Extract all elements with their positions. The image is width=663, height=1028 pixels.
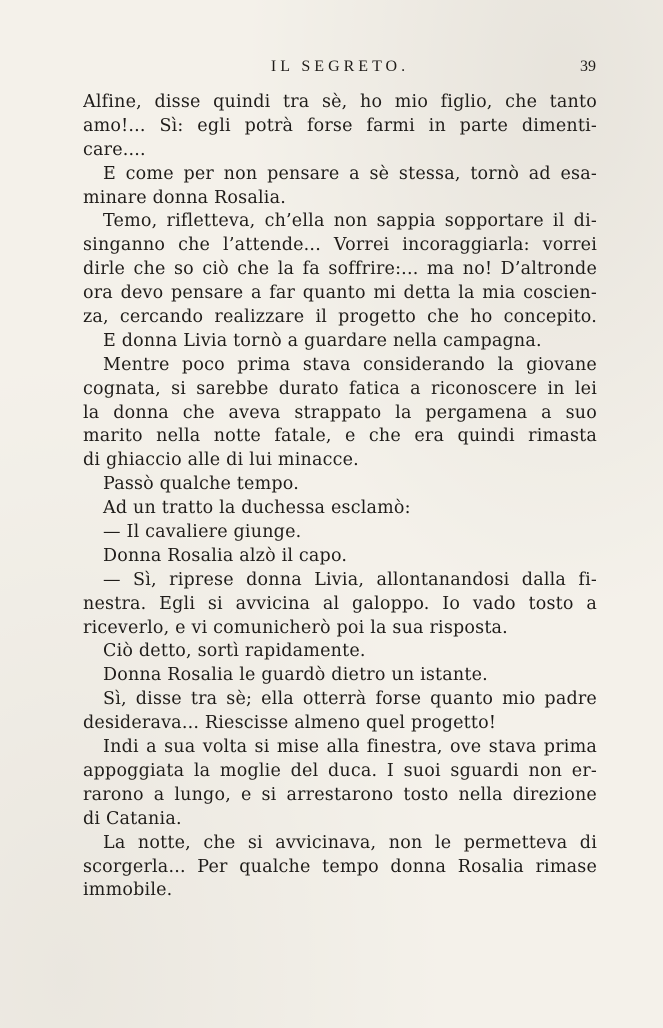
- text-line: nestra. Egli si avvicina al galoppo. Io vado tosto a: [83, 593, 597, 614]
- text-line: di ghiaccio alle di lui minacce.: [83, 450, 359, 471]
- text-line: E donna Livia tornò a guardare nella campagna.: [103, 330, 542, 351]
- page-number: 39: [580, 58, 596, 75]
- text-line: care....: [83, 139, 146, 160]
- text-line: minare donna Rosalia.: [83, 187, 286, 208]
- text-line: appoggiata la moglie del duca. I suoi sguardi non er-: [83, 760, 597, 781]
- running-title: IL SEGRETO.: [270, 58, 410, 75]
- text-line: desiderava... Riescisse almeno quel progetto!: [83, 713, 497, 734]
- text-line: za, cercando realizzare il progetto che ho concepito.: [83, 307, 597, 328]
- text-line: di Catania.: [83, 808, 182, 829]
- running-head: [84, 58, 596, 84]
- text-line: dirle che so ciò che la fa soffrire:... ma no! D’altronde: [83, 259, 597, 280]
- text-line: — Sì, riprese donna Livia, allontanandosi dalla fi-: [103, 569, 597, 590]
- text-line: cognata, si sarebbe durato fatica a riconoscere in lei: [83, 378, 597, 399]
- text-line: Alfine, disse quindi tra sè, ho mio figlio, che tanto: [83, 92, 597, 112]
- text-line: E come per non pensare a sè stessa, tornò ad esa-: [103, 163, 597, 184]
- text-line: Donna Rosalia alzò il capo.: [103, 545, 348, 566]
- text-line: scorgerla... Per qualche tempo donna Rosalia rimase: [83, 856, 597, 877]
- text-line: immobile.: [83, 880, 173, 901]
- body-text: [83, 91, 597, 903]
- text-line: Donna Rosalia le guardò dietro un istante.: [103, 665, 488, 686]
- text-line: Ciò detto, sortì rapidamente.: [103, 641, 366, 662]
- text-line: Passò qualche tempo.: [103, 474, 299, 495]
- text-line: singanno che l’attende... Vorrei incoraggiarla: vorrei: [83, 235, 597, 256]
- text-line: Indi a sua volta si mise alla finestra, ove stava prima: [103, 737, 597, 758]
- text-line: la donna che aveva strappato la pergamena a suo: [83, 402, 597, 423]
- text-line: riceverlo, e vi comunicherò poi la sua risposta.: [83, 617, 508, 638]
- text-line: Mentre poco prima stava considerando la giovane: [103, 354, 597, 375]
- text-line: Temo, rifletteva, ch’ella non sappia sopportare il di-: [103, 211, 597, 232]
- text-line: rarono a lungo, e si arrestarono tosto nella direzione: [83, 784, 597, 805]
- text-line: La notte, che si avvicinava, non le permetteva di: [103, 832, 597, 853]
- text-line: ora devo pensare a far quanto mi detta la mia coscien-: [83, 283, 597, 304]
- text-line: Sì, disse tra sè; ella otterrà forse quanto mio padre: [103, 689, 597, 710]
- text-line: marito nella notte fatale, e che era quindi rimasta: [83, 426, 597, 447]
- text-line: amo!... Sì: egli potrà forse farmi in parte dimenti-: [83, 115, 597, 136]
- text-line: Ad un tratto la duchessa esclamò:: [103, 498, 411, 519]
- text-line: — Il cavaliere giunge.: [103, 522, 302, 543]
